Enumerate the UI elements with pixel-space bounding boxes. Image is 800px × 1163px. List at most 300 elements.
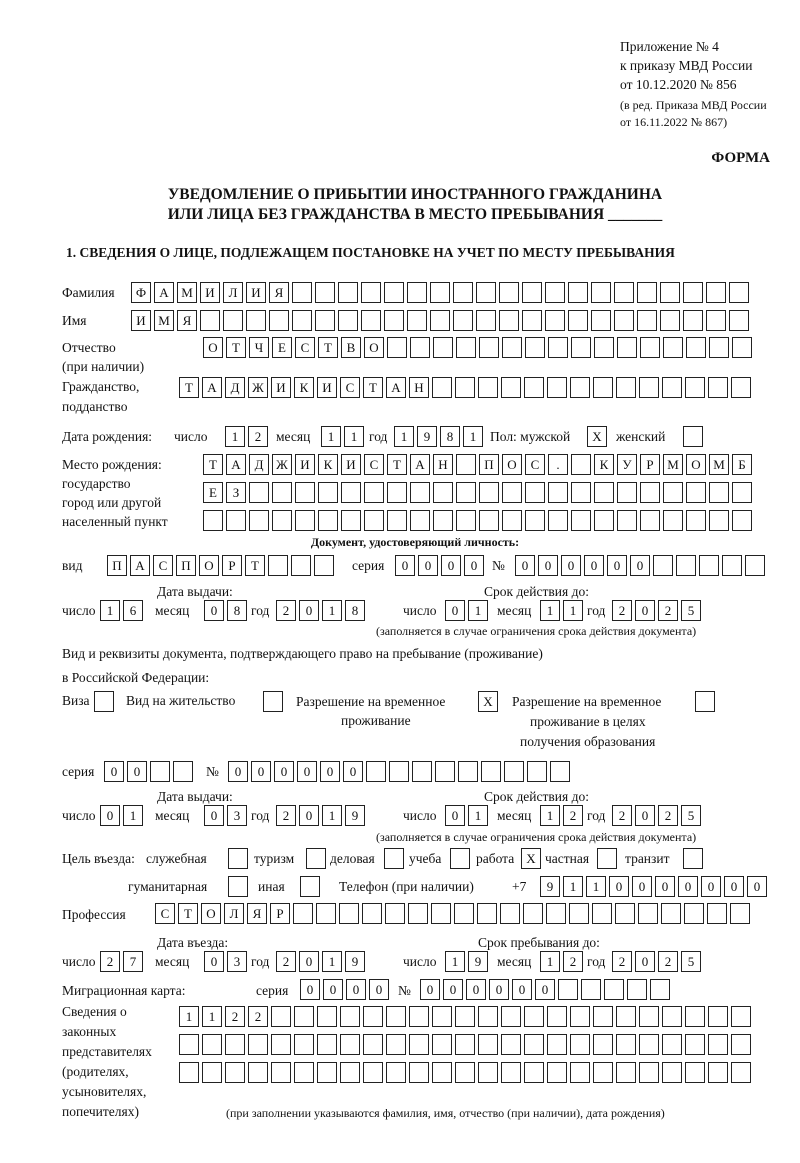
name-field[interactable] <box>131 310 752 331</box>
char-cell[interactable]: 0 <box>466 979 486 1000</box>
char-cell[interactable] <box>318 510 338 531</box>
char-cell[interactable] <box>386 1006 406 1027</box>
char-cell[interactable]: 0 <box>678 876 698 897</box>
char-cell[interactable] <box>456 510 476 531</box>
char-cell[interactable]: 0 <box>100 805 120 826</box>
char-cell[interactable] <box>685 377 705 398</box>
char-cell[interactable]: 0 <box>369 979 389 1000</box>
birth-year-field[interactable] <box>394 426 486 447</box>
char-cell[interactable] <box>522 310 542 331</box>
char-cell[interactable] <box>730 903 750 924</box>
char-cell[interactable]: 1 <box>179 1006 199 1027</box>
permit-issue-day-field[interactable] <box>100 805 146 826</box>
char-cell[interactable] <box>548 510 568 531</box>
char-cell[interactable] <box>745 555 765 576</box>
char-cell[interactable] <box>202 1034 222 1055</box>
char-cell[interactable] <box>597 848 617 869</box>
char-cell[interactable]: X <box>478 691 498 712</box>
char-cell[interactable]: Т <box>387 454 407 475</box>
char-cell[interactable] <box>662 1006 682 1027</box>
char-cell[interactable]: 0 <box>701 876 721 897</box>
char-cell[interactable]: 2 <box>276 951 296 972</box>
char-cell[interactable]: 8 <box>440 426 460 447</box>
char-cell[interactable] <box>225 1062 245 1083</box>
doc-series-field[interactable] <box>395 555 487 576</box>
char-cell[interactable] <box>366 761 386 782</box>
char-cell[interactable]: Т <box>318 337 338 358</box>
char-cell[interactable] <box>617 337 637 358</box>
char-cell[interactable] <box>706 310 726 331</box>
char-cell[interactable]: Р <box>270 903 290 924</box>
char-cell[interactable]: 0 <box>584 555 604 576</box>
char-cell[interactable] <box>683 282 703 303</box>
migration-number-field[interactable] <box>420 979 673 1000</box>
char-cell[interactable] <box>571 454 591 475</box>
char-cell[interactable] <box>708 377 728 398</box>
char-cell[interactable]: 2 <box>658 805 678 826</box>
char-cell[interactable] <box>524 1006 544 1027</box>
char-cell[interactable]: 1 <box>225 426 245 447</box>
char-cell[interactable] <box>593 1006 613 1027</box>
char-cell[interactable] <box>269 310 289 331</box>
char-cell[interactable] <box>271 1006 291 1027</box>
char-cell[interactable]: С <box>153 555 173 576</box>
char-cell[interactable] <box>268 555 288 576</box>
char-cell[interactable] <box>340 1062 360 1083</box>
char-cell[interactable] <box>568 310 588 331</box>
char-cell[interactable]: 2 <box>100 951 120 972</box>
char-cell[interactable] <box>524 1062 544 1083</box>
char-cell[interactable] <box>263 691 283 712</box>
permit-issue-month-field[interactable] <box>204 805 250 826</box>
char-cell[interactable] <box>410 482 430 503</box>
char-cell[interactable]: 2 <box>658 600 678 621</box>
char-cell[interactable]: 1 <box>445 951 465 972</box>
char-cell[interactable]: И <box>271 377 291 398</box>
char-cell[interactable] <box>458 761 478 782</box>
char-cell[interactable] <box>591 282 611 303</box>
char-cell[interactable]: 0 <box>343 761 363 782</box>
char-cell[interactable] <box>546 903 566 924</box>
char-cell[interactable] <box>548 482 568 503</box>
char-cell[interactable] <box>731 1062 751 1083</box>
char-cell[interactable] <box>409 1034 429 1055</box>
char-cell[interactable]: 0 <box>561 555 581 576</box>
char-cell[interactable] <box>453 282 473 303</box>
char-cell[interactable]: 2 <box>658 951 678 972</box>
issue-month-field[interactable] <box>204 600 250 621</box>
char-cell[interactable]: Я <box>177 310 197 331</box>
char-cell[interactable] <box>384 310 404 331</box>
char-cell[interactable] <box>384 848 404 869</box>
char-cell[interactable] <box>501 1034 521 1055</box>
char-cell[interactable] <box>223 310 243 331</box>
char-cell[interactable] <box>502 510 522 531</box>
char-cell[interactable] <box>594 337 614 358</box>
char-cell[interactable] <box>409 1062 429 1083</box>
char-cell[interactable]: 0 <box>299 951 319 972</box>
char-cell[interactable]: 9 <box>540 876 560 897</box>
char-cell[interactable] <box>433 337 453 358</box>
char-cell[interactable] <box>637 310 657 331</box>
char-cell[interactable] <box>407 282 427 303</box>
char-cell[interactable]: И <box>200 282 220 303</box>
char-cell[interactable] <box>639 1006 659 1027</box>
purpose-study-checkbox[interactable] <box>450 848 473 869</box>
char-cell[interactable]: 0 <box>300 979 320 1000</box>
char-cell[interactable] <box>476 282 496 303</box>
char-cell[interactable] <box>479 337 499 358</box>
char-cell[interactable]: М <box>177 282 197 303</box>
char-cell[interactable] <box>431 903 451 924</box>
char-cell[interactable] <box>456 454 476 475</box>
char-cell[interactable]: 0 <box>635 951 655 972</box>
issue-day-field[interactable] <box>100 600 146 621</box>
char-cell[interactable]: 9 <box>417 426 437 447</box>
char-cell[interactable] <box>593 377 613 398</box>
char-cell[interactable]: 0 <box>395 555 415 576</box>
char-cell[interactable] <box>653 555 673 576</box>
char-cell[interactable]: И <box>246 282 266 303</box>
char-cell[interactable] <box>455 377 475 398</box>
char-cell[interactable] <box>570 1062 590 1083</box>
representatives-field[interactable] <box>179 1034 754 1055</box>
char-cell[interactable] <box>478 1006 498 1027</box>
char-cell[interactable] <box>637 282 657 303</box>
char-cell[interactable] <box>729 310 749 331</box>
char-cell[interactable] <box>661 903 681 924</box>
char-cell[interactable]: О <box>364 337 384 358</box>
char-cell[interactable] <box>410 337 430 358</box>
permit-valid-year-field[interactable] <box>612 805 704 826</box>
char-cell[interactable] <box>523 903 543 924</box>
char-cell[interactable]: А <box>386 377 406 398</box>
char-cell[interactable] <box>594 510 614 531</box>
char-cell[interactable]: Ф <box>131 282 151 303</box>
char-cell[interactable] <box>364 482 384 503</box>
char-cell[interactable] <box>430 310 450 331</box>
char-cell[interactable]: 2 <box>563 951 583 972</box>
char-cell[interactable] <box>433 510 453 531</box>
char-cell[interactable]: 5 <box>681 951 701 972</box>
char-cell[interactable] <box>389 761 409 782</box>
char-cell[interactable] <box>295 482 315 503</box>
char-cell[interactable] <box>524 377 544 398</box>
char-cell[interactable] <box>592 903 612 924</box>
char-cell[interactable] <box>616 377 636 398</box>
char-cell[interactable]: 7 <box>123 951 143 972</box>
char-cell[interactable]: П <box>107 555 127 576</box>
char-cell[interactable] <box>548 337 568 358</box>
purpose-work-checkbox[interactable] <box>521 848 544 869</box>
doc-type-field[interactable] <box>107 555 337 576</box>
temp-permit-checkbox[interactable] <box>478 691 501 712</box>
char-cell[interactable]: К <box>318 454 338 475</box>
char-cell[interactable] <box>650 979 670 1000</box>
char-cell[interactable]: Т <box>363 377 383 398</box>
char-cell[interactable] <box>617 510 637 531</box>
purpose-transit-checkbox[interactable] <box>683 848 706 869</box>
char-cell[interactable] <box>179 1062 199 1083</box>
char-cell[interactable] <box>479 482 499 503</box>
char-cell[interactable]: 2 <box>563 805 583 826</box>
char-cell[interactable]: Д <box>225 377 245 398</box>
char-cell[interactable]: О <box>203 337 223 358</box>
char-cell[interactable]: 0 <box>441 555 461 576</box>
char-cell[interactable]: 1 <box>463 426 483 447</box>
char-cell[interactable]: А <box>410 454 430 475</box>
char-cell[interactable]: Р <box>222 555 242 576</box>
char-cell[interactable]: 1 <box>540 600 560 621</box>
char-cell[interactable] <box>662 377 682 398</box>
char-cell[interactable]: 1 <box>468 805 488 826</box>
char-cell[interactable] <box>524 1034 544 1055</box>
char-cell[interactable] <box>292 282 312 303</box>
char-cell[interactable] <box>340 1006 360 1027</box>
char-cell[interactable] <box>293 903 313 924</box>
char-cell[interactable]: Ж <box>272 454 292 475</box>
char-cell[interactable]: М <box>709 454 729 475</box>
sex-female-checkbox[interactable] <box>683 426 706 447</box>
char-cell[interactable] <box>450 848 470 869</box>
purpose-private-checkbox[interactable] <box>597 848 620 869</box>
char-cell[interactable] <box>225 1034 245 1055</box>
char-cell[interactable]: 0 <box>204 951 224 972</box>
char-cell[interactable] <box>707 903 727 924</box>
char-cell[interactable] <box>408 903 428 924</box>
char-cell[interactable] <box>361 282 381 303</box>
char-cell[interactable] <box>249 482 269 503</box>
char-cell[interactable]: 0 <box>538 555 558 576</box>
patronymic-field[interactable] <box>203 337 755 358</box>
char-cell[interactable] <box>318 482 338 503</box>
birth-day-field[interactable] <box>225 426 271 447</box>
char-cell[interactable] <box>706 282 726 303</box>
char-cell[interactable] <box>684 903 704 924</box>
char-cell[interactable]: 1 <box>322 805 342 826</box>
char-cell[interactable]: 2 <box>612 600 632 621</box>
char-cell[interactable] <box>179 1034 199 1055</box>
char-cell[interactable]: 0 <box>443 979 463 1000</box>
birthplace-field[interactable] <box>203 510 755 531</box>
char-cell[interactable] <box>708 1062 728 1083</box>
char-cell[interactable] <box>363 1062 383 1083</box>
char-cell[interactable] <box>616 1034 636 1055</box>
doc-number-field[interactable] <box>515 555 768 576</box>
char-cell[interactable]: 1 <box>321 426 341 447</box>
char-cell[interactable] <box>685 1006 705 1027</box>
surname-field[interactable] <box>131 282 752 303</box>
purpose-other-checkbox[interactable] <box>300 876 323 897</box>
permit-number-field[interactable] <box>228 761 573 782</box>
char-cell[interactable]: 5 <box>681 600 701 621</box>
char-cell[interactable] <box>616 1006 636 1027</box>
char-cell[interactable] <box>663 510 683 531</box>
permit-issue-year-field[interactable] <box>276 805 368 826</box>
char-cell[interactable] <box>708 1006 728 1027</box>
char-cell[interactable] <box>593 1034 613 1055</box>
char-cell[interactable]: 2 <box>248 426 268 447</box>
char-cell[interactable]: 0 <box>418 555 438 576</box>
char-cell[interactable]: Е <box>203 482 223 503</box>
char-cell[interactable]: 1 <box>468 600 488 621</box>
char-cell[interactable]: Т <box>178 903 198 924</box>
char-cell[interactable] <box>731 377 751 398</box>
char-cell[interactable] <box>640 482 660 503</box>
char-cell[interactable] <box>685 1034 705 1055</box>
char-cell[interactable] <box>314 555 334 576</box>
char-cell[interactable] <box>615 903 635 924</box>
char-cell[interactable] <box>317 1006 337 1027</box>
char-cell[interactable]: К <box>594 454 614 475</box>
char-cell[interactable] <box>294 1062 314 1083</box>
char-cell[interactable] <box>248 1034 268 1055</box>
entry-month-field[interactable] <box>204 951 250 972</box>
char-cell[interactable]: У <box>617 454 637 475</box>
char-cell[interactable]: Ч <box>249 337 269 358</box>
char-cell[interactable]: 9 <box>345 951 365 972</box>
char-cell[interactable]: 0 <box>445 805 465 826</box>
char-cell[interactable] <box>384 282 404 303</box>
char-cell[interactable] <box>294 1034 314 1055</box>
char-cell[interactable]: 0 <box>228 761 248 782</box>
char-cell[interactable] <box>478 377 498 398</box>
permit-valid-day-field[interactable] <box>445 805 491 826</box>
char-cell[interactable] <box>686 510 706 531</box>
citizenship-field[interactable] <box>179 377 754 398</box>
char-cell[interactable]: 9 <box>345 805 365 826</box>
stay-month-field[interactable] <box>540 951 586 972</box>
char-cell[interactable]: Т <box>245 555 265 576</box>
char-cell[interactable] <box>456 482 476 503</box>
char-cell[interactable]: 0 <box>320 761 340 782</box>
char-cell[interactable] <box>640 510 660 531</box>
char-cell[interactable]: 1 <box>540 805 560 826</box>
char-cell[interactable] <box>732 510 752 531</box>
char-cell[interactable]: 1 <box>322 600 342 621</box>
char-cell[interactable] <box>300 876 320 897</box>
char-cell[interactable] <box>504 761 524 782</box>
char-cell[interactable]: 5 <box>681 805 701 826</box>
char-cell[interactable] <box>617 482 637 503</box>
char-cell[interactable]: А <box>202 377 222 398</box>
char-cell[interactable] <box>569 903 589 924</box>
char-cell[interactable] <box>315 282 335 303</box>
char-cell[interactable]: С <box>364 454 384 475</box>
char-cell[interactable] <box>594 482 614 503</box>
permit-series-field[interactable] <box>104 761 196 782</box>
char-cell[interactable] <box>455 1006 475 1027</box>
char-cell[interactable]: 0 <box>445 600 465 621</box>
char-cell[interactable]: И <box>131 310 151 331</box>
profession-field[interactable] <box>155 903 753 924</box>
char-cell[interactable] <box>686 337 706 358</box>
char-cell[interactable]: П <box>479 454 499 475</box>
residence-checkbox[interactable] <box>263 691 286 712</box>
char-cell[interactable]: 0 <box>632 876 652 897</box>
char-cell[interactable] <box>638 903 658 924</box>
char-cell[interactable] <box>570 1034 590 1055</box>
char-cell[interactable]: 0 <box>464 555 484 576</box>
char-cell[interactable]: 2 <box>248 1006 268 1027</box>
char-cell[interactable] <box>246 310 266 331</box>
char-cell[interactable]: 6 <box>123 600 143 621</box>
char-cell[interactable]: Т <box>226 337 246 358</box>
char-cell[interactable]: Ж <box>248 377 268 398</box>
char-cell[interactable] <box>200 310 220 331</box>
char-cell[interactable] <box>683 310 703 331</box>
char-cell[interactable] <box>525 510 545 531</box>
entry-year-field[interactable] <box>276 951 368 972</box>
char-cell[interactable]: М <box>154 310 174 331</box>
char-cell[interactable] <box>386 1062 406 1083</box>
char-cell[interactable] <box>228 848 248 869</box>
char-cell[interactable]: 8 <box>227 600 247 621</box>
char-cell[interactable] <box>409 1006 429 1027</box>
char-cell[interactable]: 0 <box>489 979 509 1000</box>
char-cell[interactable]: 9 <box>468 951 488 972</box>
char-cell[interactable] <box>249 510 269 531</box>
char-cell[interactable] <box>732 337 752 358</box>
char-cell[interactable] <box>604 979 624 1000</box>
char-cell[interactable] <box>570 377 590 398</box>
char-cell[interactable]: 0 <box>747 876 767 897</box>
char-cell[interactable] <box>501 1006 521 1027</box>
char-cell[interactable]: Я <box>269 282 289 303</box>
char-cell[interactable] <box>363 1006 383 1027</box>
char-cell[interactable] <box>581 979 601 1000</box>
char-cell[interactable]: 0 <box>346 979 366 1000</box>
char-cell[interactable]: Л <box>224 903 244 924</box>
char-cell[interactable]: 0 <box>515 555 535 576</box>
char-cell[interactable] <box>341 482 361 503</box>
char-cell[interactable]: 0 <box>204 805 224 826</box>
char-cell[interactable]: О <box>686 454 706 475</box>
char-cell[interactable]: 1 <box>540 951 560 972</box>
char-cell[interactable] <box>545 282 565 303</box>
char-cell[interactable] <box>639 1062 659 1083</box>
char-cell[interactable] <box>94 691 114 712</box>
char-cell[interactable] <box>386 1034 406 1055</box>
char-cell[interactable]: Т <box>203 454 223 475</box>
char-cell[interactable]: С <box>295 337 315 358</box>
char-cell[interactable]: 0 <box>251 761 271 782</box>
char-cell[interactable]: . <box>548 454 568 475</box>
char-cell[interactable]: 2 <box>276 805 296 826</box>
char-cell[interactable] <box>527 761 547 782</box>
char-cell[interactable] <box>709 482 729 503</box>
char-cell[interactable] <box>627 979 647 1000</box>
char-cell[interactable] <box>709 337 729 358</box>
purpose-humanitarian-checkbox[interactable] <box>228 876 251 897</box>
purpose-tourism-checkbox[interactable] <box>306 848 329 869</box>
char-cell[interactable]: 1 <box>123 805 143 826</box>
char-cell[interactable] <box>640 337 660 358</box>
char-cell[interactable] <box>639 377 659 398</box>
char-cell[interactable] <box>364 510 384 531</box>
char-cell[interactable] <box>525 337 545 358</box>
char-cell[interactable] <box>614 282 634 303</box>
char-cell[interactable] <box>570 1006 590 1027</box>
char-cell[interactable] <box>410 510 430 531</box>
char-cell[interactable] <box>455 1062 475 1083</box>
char-cell[interactable] <box>525 482 545 503</box>
char-cell[interactable] <box>453 310 473 331</box>
char-cell[interactable]: К <box>294 377 314 398</box>
char-cell[interactable]: З <box>226 482 246 503</box>
char-cell[interactable] <box>340 1034 360 1055</box>
char-cell[interactable]: X <box>587 426 607 447</box>
